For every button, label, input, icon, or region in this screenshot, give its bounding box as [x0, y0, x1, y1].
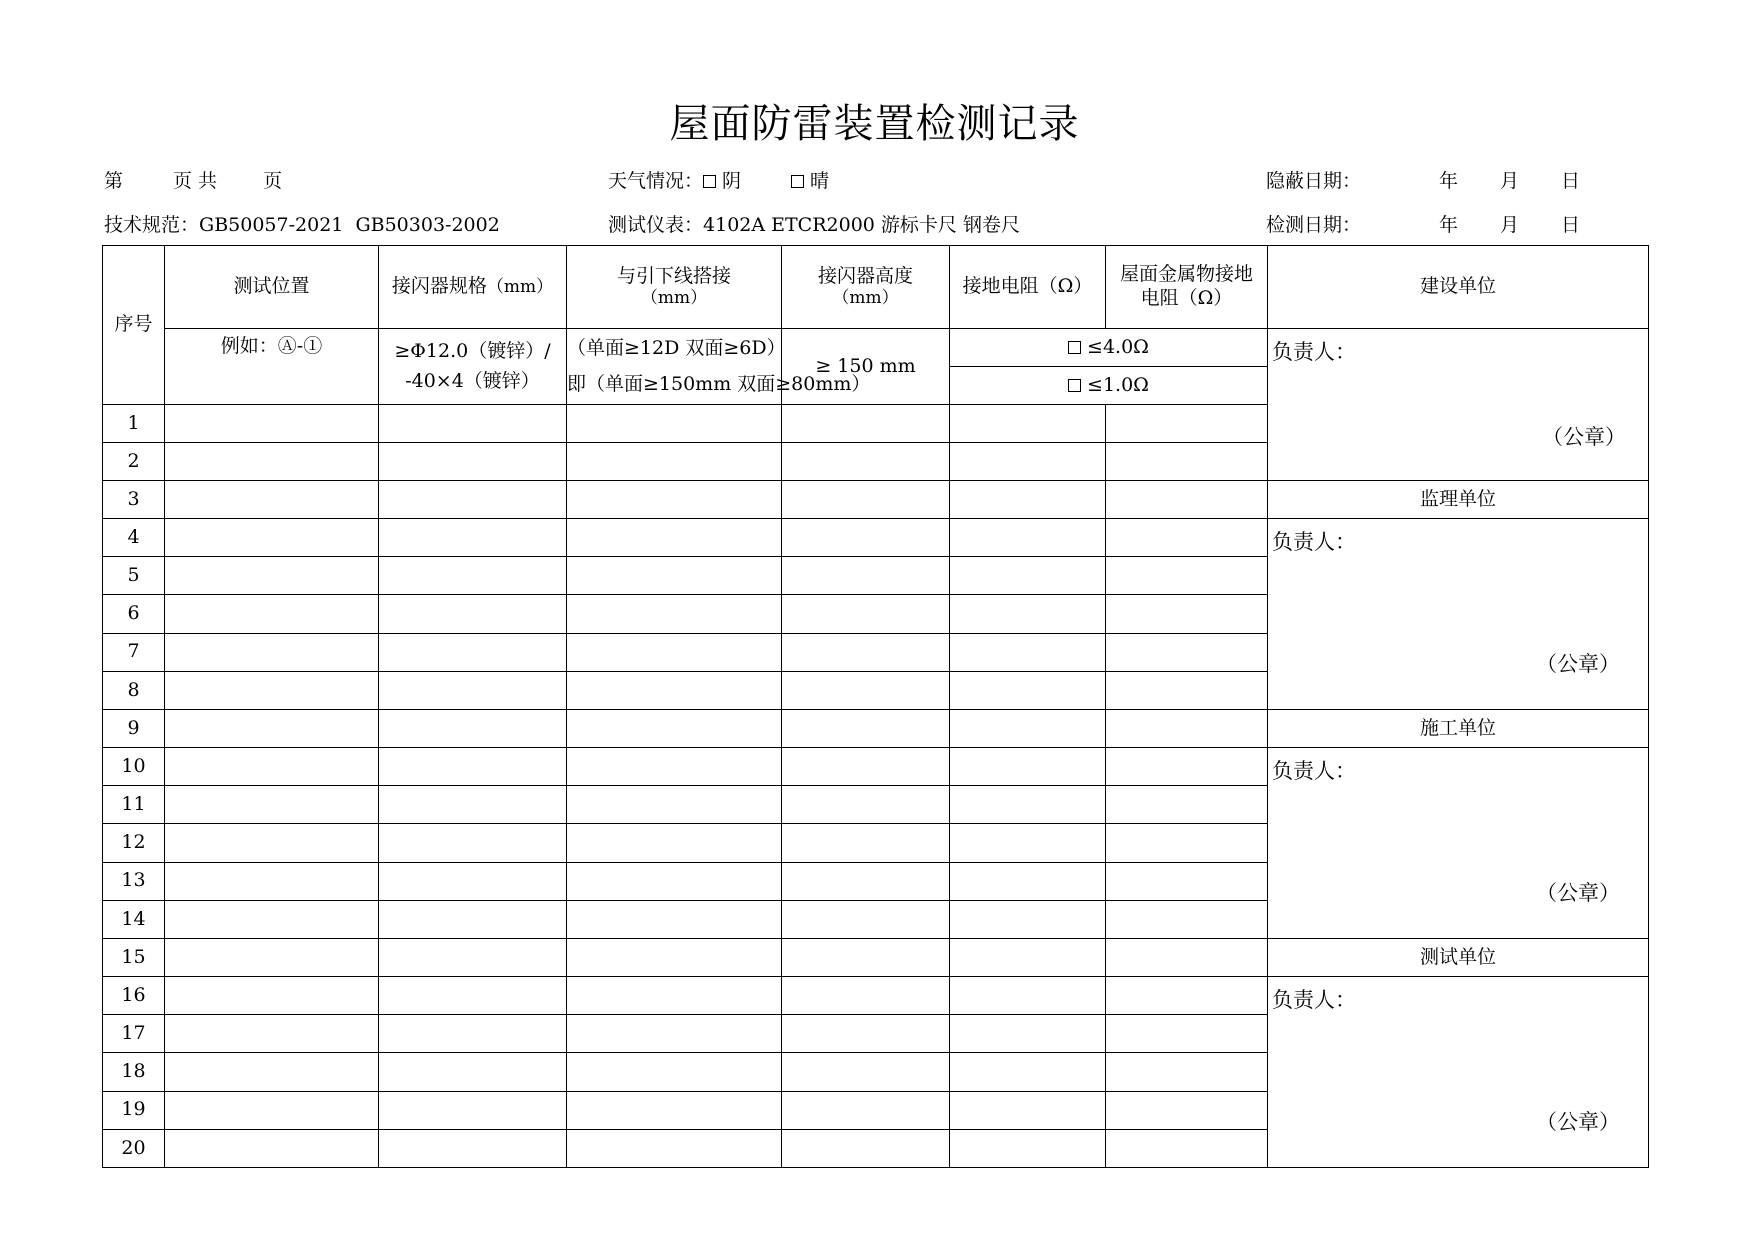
- instrument-values: 4102A ETCR2000 游标卡尺 钢卷尺: [703, 214, 1020, 236]
- page-number-line: [104, 166, 282, 193]
- data-cell[interactable]: [165, 557, 379, 595]
- unit-body: [1268, 748, 1649, 939]
- data-cell[interactable]: [950, 595, 1106, 633]
- data-cell[interactable]: [567, 977, 782, 1015]
- test-date-day: 日: [1561, 214, 1581, 236]
- data-cell[interactable]: [950, 443, 1106, 481]
- unit-title: 施工单位: [1268, 710, 1649, 748]
- page-suffix: 页: [263, 170, 283, 192]
- data-cell[interactable]: [950, 1129, 1106, 1167]
- unit-title: 监理单位: [1268, 481, 1649, 519]
- data-cell[interactable]: [567, 1015, 782, 1053]
- data-cell[interactable]: [379, 1091, 567, 1129]
- data-cell[interactable]: [379, 862, 567, 900]
- header-lap-line1: 与引下线搭接: [616, 264, 731, 287]
- data-cell[interactable]: [165, 519, 379, 557]
- page-prefix: 第: [104, 170, 124, 192]
- data-cell[interactable]: [782, 824, 950, 862]
- data-cell[interactable]: [165, 633, 379, 671]
- data-cell[interactable]: [165, 1129, 379, 1167]
- data-cell[interactable]: [1106, 977, 1268, 1015]
- data-cell[interactable]: [1106, 1129, 1268, 1167]
- seal-label: （公章）: [1536, 651, 1620, 676]
- table-row: [103, 977, 1649, 1015]
- table-row: [103, 939, 1649, 977]
- instrument-label: 测试仪表：: [608, 214, 704, 236]
- header-seq: 序号: [103, 246, 165, 405]
- data-cell[interactable]: [782, 1015, 950, 1053]
- data-cell[interactable]: [379, 900, 567, 938]
- data-cell[interactable]: [782, 786, 950, 824]
- data-cell[interactable]: [165, 939, 379, 977]
- row-seq: 9: [103, 710, 165, 748]
- data-cell[interactable]: [950, 939, 1106, 977]
- responsible-label: 负责人：: [1272, 988, 1356, 1012]
- row-seq: 16: [103, 977, 165, 1015]
- weather-option-cloudy: 阴: [722, 170, 742, 192]
- weather-line: [608, 166, 829, 193]
- header-spec-line1: 接闪器规格: [391, 275, 487, 298]
- data-cell[interactable]: [165, 481, 379, 519]
- data-cell[interactable]: [567, 1129, 782, 1167]
- data-cell[interactable]: [782, 595, 950, 633]
- example-ground-limit: [950, 329, 1268, 367]
- data-cell[interactable]: [165, 824, 379, 862]
- data-cell[interactable]: [782, 939, 950, 977]
- data-cell[interactable]: [782, 748, 950, 786]
- data-cell[interactable]: [782, 900, 950, 938]
- responsible-label: 负责人：: [1272, 530, 1356, 554]
- data-cell[interactable]: [782, 977, 950, 1015]
- data-cell[interactable]: [782, 557, 950, 595]
- data-cell[interactable]: [379, 481, 567, 519]
- data-cell[interactable]: [950, 900, 1106, 938]
- data-cell[interactable]: [782, 1053, 950, 1091]
- data-cell[interactable]: [567, 939, 782, 977]
- standard-values: GB50057-2021 GB50303-2002: [199, 214, 500, 236]
- data-cell[interactable]: [1106, 939, 1268, 977]
- header-roof-metal-line1: 屋面金属物接地: [1119, 263, 1253, 286]
- test-date-label: 检测日期：: [1266, 214, 1362, 236]
- data-cell[interactable]: [567, 1053, 782, 1091]
- data-cell[interactable]: [567, 1091, 782, 1129]
- unit-title-construction: 建设单位: [1268, 246, 1649, 329]
- hidden-date-month: 月: [1500, 170, 1520, 192]
- data-cell[interactable]: [567, 824, 782, 862]
- data-cell[interactable]: [1106, 786, 1268, 824]
- instrument-line: [608, 210, 1020, 237]
- data-cell[interactable]: [1106, 671, 1268, 709]
- standard-label: 技术规范：: [104, 214, 200, 236]
- header-ground: 接地电阻（Ω）: [950, 246, 1106, 329]
- data-cell[interactable]: [379, 824, 567, 862]
- test-date-line: [1266, 210, 1580, 237]
- page-title: 屋面防雷装置检测记录: [669, 101, 1080, 147]
- row-seq: 2: [103, 443, 165, 481]
- data-cell[interactable]: [567, 595, 782, 633]
- ground-limit-checkbox[interactable]: [1068, 341, 1081, 354]
- row-seq: 11: [103, 786, 165, 824]
- row-seq: 18: [103, 1053, 165, 1091]
- data-cell[interactable]: [1106, 443, 1268, 481]
- seal-label: （公章）: [1536, 880, 1620, 905]
- data-cell[interactable]: [567, 633, 782, 671]
- example-spec-line2: -40×4（镀锌）: [405, 369, 540, 392]
- row-seq: 10: [103, 748, 165, 786]
- header-lap-line2: （mm）: [640, 288, 708, 309]
- data-cell[interactable]: [379, 1015, 567, 1053]
- header-height-line1: 接闪器高度: [817, 264, 913, 287]
- data-cell[interactable]: [1106, 633, 1268, 671]
- data-cell[interactable]: [567, 481, 782, 519]
- data-cell[interactable]: [165, 443, 379, 481]
- example-position: 例如：Ⓐ-①: [165, 329, 379, 405]
- data-cell[interactable]: [1106, 1053, 1268, 1091]
- weather-option-sunny: 晴: [810, 170, 830, 192]
- data-cell[interactable]: [165, 748, 379, 786]
- header-spec-line2: （mm）: [486, 277, 554, 298]
- data-cell[interactable]: [379, 786, 567, 824]
- row-seq: 19: [103, 1091, 165, 1129]
- row-seq: 5: [103, 557, 165, 595]
- data-cell[interactable]: [782, 405, 950, 443]
- data-cell[interactable]: [567, 748, 782, 786]
- header-position: 测试位置: [165, 246, 379, 329]
- data-cell[interactable]: [567, 786, 782, 824]
- data-cell[interactable]: [782, 671, 950, 709]
- data-cell[interactable]: [165, 900, 379, 938]
- data-cell[interactable]: [379, 557, 567, 595]
- data-cell[interactable]: [165, 671, 379, 709]
- data-cell[interactable]: [567, 900, 782, 938]
- data-cell[interactable]: [165, 710, 379, 748]
- data-cell[interactable]: [782, 710, 950, 748]
- weather-cloudy-checkbox[interactable]: [703, 175, 716, 188]
- data-cell[interactable]: [379, 671, 567, 709]
- example-spec-line1: ≥Φ12.0（镀锌）/: [394, 339, 551, 362]
- data-cell[interactable]: [950, 557, 1106, 595]
- row-seq: 15: [103, 939, 165, 977]
- data-cell[interactable]: [567, 519, 782, 557]
- example-height: ≥ 150 mm: [782, 329, 950, 405]
- test-date-month: 月: [1500, 214, 1520, 236]
- data-cell[interactable]: [165, 977, 379, 1015]
- data-cell[interactable]: [1106, 595, 1268, 633]
- data-cell[interactable]: [567, 862, 782, 900]
- data-cell[interactable]: [1106, 405, 1268, 443]
- test-date-year: 年: [1439, 214, 1459, 236]
- data-cell[interactable]: [379, 748, 567, 786]
- data-cell[interactable]: [950, 1015, 1106, 1053]
- unit-body: [1268, 519, 1649, 710]
- header-spec: [379, 246, 567, 329]
- table-row: [103, 481, 1649, 519]
- data-cell[interactable]: [950, 748, 1106, 786]
- data-cell[interactable]: [1106, 748, 1268, 786]
- roof-metal-limit-checkbox[interactable]: [1068, 379, 1081, 392]
- header-roof-metal-line2: 电阻（Ω）: [1140, 287, 1233, 309]
- example-spec: [379, 329, 567, 405]
- row-seq: 8: [103, 671, 165, 709]
- weather-sunny-checkbox[interactable]: [791, 175, 804, 188]
- data-cell[interactable]: [379, 710, 567, 748]
- data-cell[interactable]: [165, 1091, 379, 1129]
- data-cell[interactable]: [165, 1053, 379, 1091]
- data-cell[interactable]: [950, 633, 1106, 671]
- row-seq: 20: [103, 1129, 165, 1167]
- data-cell[interactable]: [567, 405, 782, 443]
- data-cell[interactable]: [782, 443, 950, 481]
- data-cell[interactable]: [950, 710, 1106, 748]
- unit-title: 测试单位: [1268, 939, 1649, 977]
- data-cell[interactable]: [1106, 862, 1268, 900]
- example-roof-metal-limit: [950, 367, 1268, 405]
- responsible-label: 负责人：: [1272, 759, 1356, 783]
- row-seq: 17: [103, 1015, 165, 1053]
- data-cell[interactable]: [379, 519, 567, 557]
- example-ground-limit-value: ≤4.0Ω: [1087, 335, 1149, 358]
- header-height: [782, 246, 950, 329]
- row-seq: 3: [103, 481, 165, 519]
- row-seq: 13: [103, 862, 165, 900]
- unit-body: [1268, 977, 1649, 1168]
- table-row: [103, 748, 1649, 786]
- data-cell[interactable]: [379, 405, 567, 443]
- page-middle: 页 共: [173, 170, 218, 192]
- data-cell[interactable]: [165, 405, 379, 443]
- data-cell[interactable]: [1106, 519, 1268, 557]
- data-cell[interactable]: [950, 977, 1106, 1015]
- data-cell[interactable]: [1106, 900, 1268, 938]
- data-cell[interactable]: [950, 786, 1106, 824]
- data-cell[interactable]: [567, 710, 782, 748]
- data-cell[interactable]: [782, 633, 950, 671]
- data-cell[interactable]: [165, 786, 379, 824]
- weather-label: 天气情况：: [608, 170, 704, 192]
- data-cell[interactable]: [950, 1091, 1106, 1129]
- hidden-date-year: 年: [1439, 170, 1459, 192]
- table-row: [103, 710, 1649, 748]
- example-lap-line1: （单面≥12D 双面≥6D）: [567, 336, 786, 359]
- data-cell[interactable]: [950, 405, 1106, 443]
- record-table: [102, 245, 1649, 1168]
- data-cell[interactable]: [950, 519, 1106, 557]
- unit-body-construction: [1268, 329, 1649, 481]
- data-cell[interactable]: [567, 443, 782, 481]
- header-roof-metal: [1106, 246, 1268, 329]
- data-cell[interactable]: [782, 1129, 950, 1167]
- data-cell[interactable]: [950, 1053, 1106, 1091]
- data-cell[interactable]: [1106, 1091, 1268, 1129]
- data-cell[interactable]: [950, 824, 1106, 862]
- data-cell[interactable]: [379, 939, 567, 977]
- data-cell[interactable]: [1106, 824, 1268, 862]
- data-cell[interactable]: [379, 1053, 567, 1091]
- data-cell[interactable]: [165, 862, 379, 900]
- data-cell[interactable]: [379, 633, 567, 671]
- example-roof-metal-limit-value: ≤1.0Ω: [1087, 373, 1149, 396]
- responsible-label: 负责人：: [1272, 340, 1356, 364]
- data-cell[interactable]: [782, 862, 950, 900]
- hidden-date-line: [1266, 166, 1580, 193]
- data-cell[interactable]: [1106, 710, 1268, 748]
- data-cell[interactable]: [1106, 1015, 1268, 1053]
- data-cell[interactable]: [950, 671, 1106, 709]
- hidden-date-day: 日: [1561, 170, 1581, 192]
- data-cell[interactable]: [1106, 557, 1268, 595]
- data-cell[interactable]: [782, 1091, 950, 1129]
- table-row: [103, 519, 1649, 557]
- row-seq: 1: [103, 405, 165, 443]
- data-cell[interactable]: [950, 481, 1106, 519]
- data-cell[interactable]: [782, 519, 950, 557]
- data-cell[interactable]: [782, 481, 950, 519]
- data-cell[interactable]: [950, 862, 1106, 900]
- example-lap-line2: 即（单面≥150mm 双面≥80mm）: [567, 372, 871, 395]
- seal-label: （公章）: [1536, 1109, 1620, 1134]
- data-cell[interactable]: [165, 595, 379, 633]
- data-cell[interactable]: [567, 671, 782, 709]
- data-cell[interactable]: [1106, 481, 1268, 519]
- row-seq: 12: [103, 824, 165, 862]
- row-seq: 14: [103, 900, 165, 938]
- data-cell[interactable]: [379, 977, 567, 1015]
- data-cell[interactable]: [379, 595, 567, 633]
- hidden-date-label: 隐蔽日期：: [1266, 170, 1362, 192]
- data-cell[interactable]: [379, 1129, 567, 1167]
- data-cell[interactable]: [165, 1015, 379, 1053]
- row-seq: 7: [103, 633, 165, 671]
- header-lap: [567, 246, 782, 329]
- data-cell[interactable]: [567, 557, 782, 595]
- example-lap: [567, 329, 871, 405]
- seal-label: （公章）: [1542, 424, 1626, 449]
- standard-line: [104, 210, 500, 237]
- data-cell[interactable]: [379, 443, 567, 481]
- row-seq: 6: [103, 595, 165, 633]
- row-seq: 4: [103, 519, 165, 557]
- header-height-line2: （mm）: [832, 288, 899, 309]
